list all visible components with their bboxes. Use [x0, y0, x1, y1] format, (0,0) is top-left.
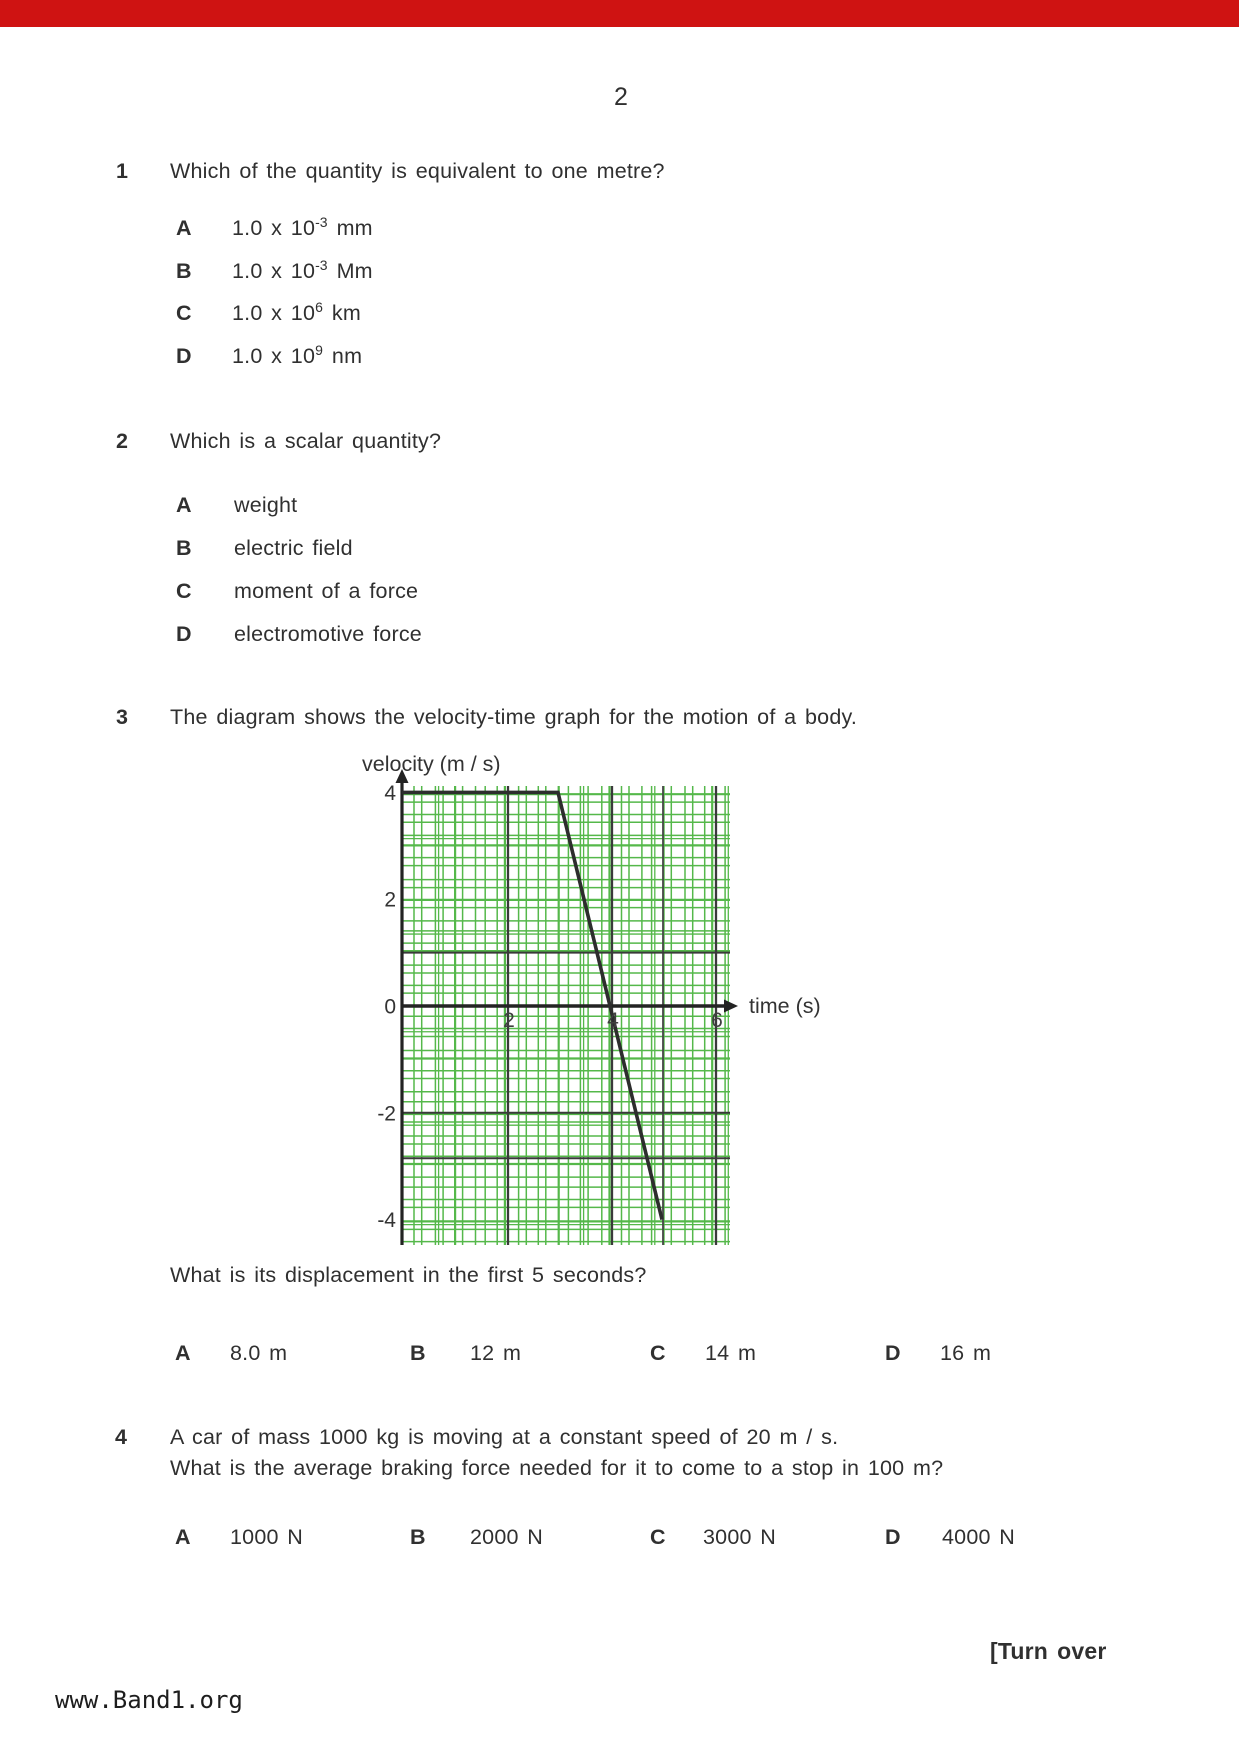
question-2-number: 2	[116, 429, 129, 453]
question-2-option-a-value: weight	[234, 493, 298, 517]
question-4-option-a-letter: A	[175, 1525, 191, 1549]
question-3-option-d-value: 16 m	[940, 1341, 992, 1365]
svg-text:-2: -2	[377, 1102, 396, 1126]
question-1-option-d-letter: D	[176, 344, 192, 368]
svg-text:velocity (m / s): velocity (m / s)	[362, 752, 501, 776]
question-4-option-a-value: 1000 N	[230, 1525, 304, 1549]
svg-text:2: 2	[384, 888, 396, 912]
velocity-time-graph	[330, 745, 850, 1260]
question-1-text: Which of the quantity is equivalent to one metre?	[170, 159, 665, 183]
question-2-option-a-letter: A	[176, 493, 192, 517]
turn-over-label: [Turn over	[990, 1638, 1107, 1664]
value-base: 1.0 x 10	[232, 259, 316, 283]
value-exponent: -3	[315, 213, 328, 230]
value-unit: Mm	[336, 259, 373, 283]
question-1-option-c-value	[232, 300, 361, 326]
svg-text:4: 4	[607, 1009, 619, 1032]
question-2-option-d-letter: D	[176, 622, 192, 646]
value-exponent: 9	[315, 341, 323, 358]
question-1-option-b-value	[232, 258, 373, 284]
question-4-option-b-value: 2000 N	[470, 1525, 544, 1549]
question-4-text-line2: What is the average braking force needed for it to come to a stop in 100 m?	[170, 1456, 944, 1480]
value-exponent: 6	[315, 298, 323, 315]
question-3-option-b-letter: B	[410, 1341, 426, 1365]
svg-text:0: 0	[384, 995, 396, 1019]
question-1-option-b-letter: B	[176, 259, 192, 283]
question-2-option-c-letter: C	[176, 579, 192, 603]
svg-text:2: 2	[503, 1009, 515, 1032]
value-exponent: -3	[315, 256, 328, 273]
question-2-option-c-value: moment of a force	[234, 579, 419, 603]
question-1-option-c-letter: C	[176, 301, 192, 325]
question-4-option-d-value: 4000 N	[942, 1525, 1016, 1549]
question-3-option-c-letter: C	[650, 1341, 666, 1365]
value-unit: nm	[331, 344, 363, 368]
question-4-number: 4	[115, 1425, 128, 1449]
value-unit: mm	[336, 216, 373, 240]
question-3-subtext: What is its displacement in the first 5 seconds?	[170, 1263, 647, 1287]
footer-url: www.Band1.org	[55, 1686, 243, 1714]
question-3-option-c-value: 14 m	[705, 1341, 757, 1365]
top-accent-bar	[0, 0, 1239, 27]
question-4-text-line1: A car of mass 1000 kg is moving at a constant speed of 20 m / s.	[170, 1425, 839, 1449]
question-4-option-d-letter: D	[885, 1525, 901, 1549]
question-1-option-d-value	[232, 343, 362, 369]
question-1-option-a-letter: A	[176, 216, 192, 240]
question-3-number: 3	[116, 705, 129, 729]
question-4-option-b-letter: B	[410, 1525, 426, 1549]
question-4-option-c-value: 3000 N	[703, 1525, 777, 1549]
value-base: 1.0 x 10	[232, 344, 316, 368]
question-2-text: Which is a scalar quantity?	[170, 429, 442, 453]
svg-text:6: 6	[711, 1009, 723, 1032]
question-1-number: 1	[116, 159, 129, 183]
question-4-option-c-letter: C	[650, 1525, 666, 1549]
question-3-option-d-letter: D	[885, 1341, 901, 1365]
value-unit: km	[331, 301, 361, 325]
question-3-option-a-letter: A	[175, 1341, 191, 1365]
value-base: 1.0 x 10	[232, 301, 316, 325]
question-3-option-b-value: 12 m	[470, 1341, 522, 1365]
question-3-text: The diagram shows the velocity-time graph for the motion of a body.	[170, 705, 858, 729]
value-base: 1.0 x 10	[232, 216, 316, 240]
svg-text:time (s): time (s)	[749, 994, 821, 1018]
svg-text:4: 4	[384, 781, 396, 805]
question-3-option-a-value: 8.0 m	[230, 1341, 288, 1365]
svg-text:-4: -4	[377, 1209, 396, 1233]
page-number: 2	[613, 83, 629, 111]
question-1-option-a-value	[232, 215, 373, 241]
question-2-option-d-value: electromotive force	[234, 622, 422, 646]
question-2-option-b-value: electric field	[234, 536, 353, 560]
question-2-option-b-letter: B	[176, 536, 192, 560]
